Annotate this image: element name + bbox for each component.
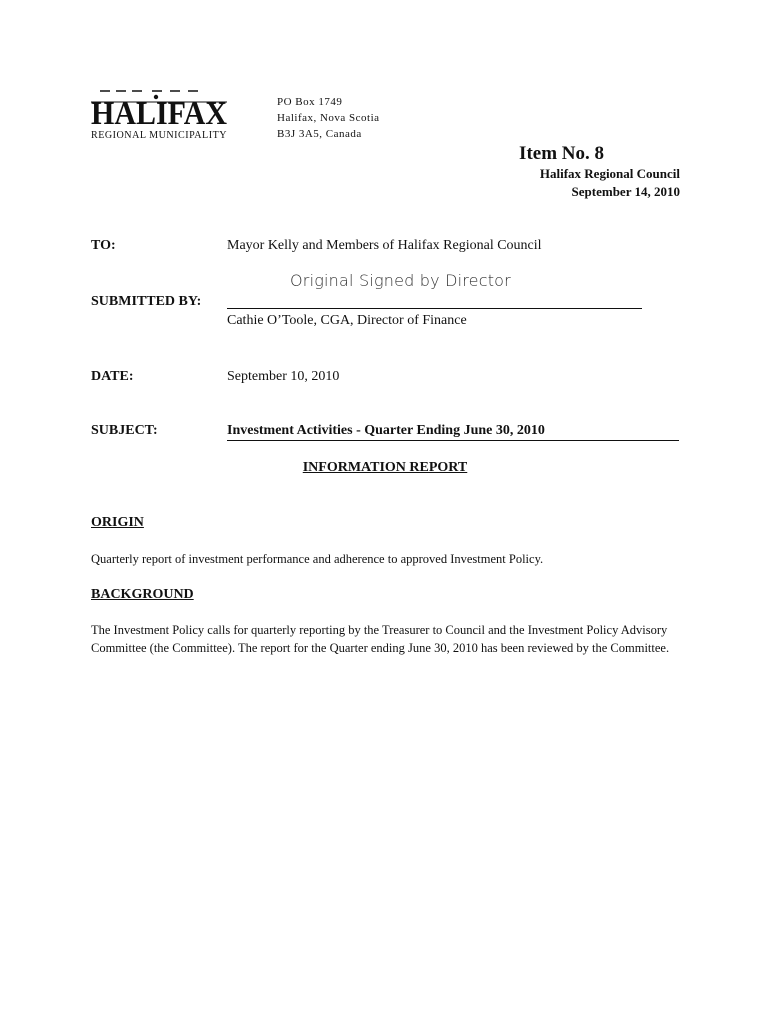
subject-value: Investment Activities - Quarter Ending June 30, 2010 — [227, 423, 679, 441]
background-heading: BACKGROUND — [91, 587, 194, 602]
halifax-logo-graphic — [90, 88, 230, 144]
to-value: Mayor Kelly and Members of Halifax Regional Council — [227, 238, 542, 253]
signature-note: Original Signed by Director — [290, 271, 511, 290]
item-number: Item No. 8 — [519, 143, 604, 164]
svg-text:HALIFAX: HALIFAX — [91, 96, 228, 132]
svg-text:REGIONAL MUNICIPALITY: REGIONAL MUNICIPALITY — [91, 130, 227, 141]
to-label: TO: — [91, 238, 116, 253]
origin-heading: ORIGIN — [91, 515, 144, 530]
mailing-address — [277, 94, 380, 142]
date-value: September 10, 2010 — [227, 369, 340, 384]
subject-label: SUBJECT: — [91, 423, 158, 438]
date-label: DATE: — [91, 369, 134, 384]
address-line-2: Halifax, Nova Scotia — [277, 112, 380, 124]
report-title — [0, 460, 770, 476]
report-title-text: INFORMATION REPORT — [302, 460, 468, 475]
background-paragraph: The Investment Policy calls for quarterly reporting by the Treasurer to Council and the Investment Policy Advisory Committee (the Committee). The report for the Quarter ending June 30, 2010 has been reviewed by the Committee. — [91, 623, 670, 655]
meeting-date: September 14, 2010 — [571, 184, 680, 199]
address-line-3: B3J 3A5, Canada — [277, 128, 362, 140]
halifax-logo — [90, 88, 230, 144]
address-line-1: PO Box 1749 — [277, 96, 343, 108]
council-meeting-info — [540, 165, 680, 201]
signature-line — [227, 308, 642, 309]
submitted-by-value: Cathie O’Toole, CGA, Director of Finance — [227, 313, 467, 328]
origin-paragraph: Quarterly report of investment performance and adherence to approved Investment Policy. — [91, 552, 544, 566]
council-name: Halifax Regional Council — [539, 166, 680, 181]
submitted-by-label: SUBMITTED BY: — [91, 294, 202, 309]
